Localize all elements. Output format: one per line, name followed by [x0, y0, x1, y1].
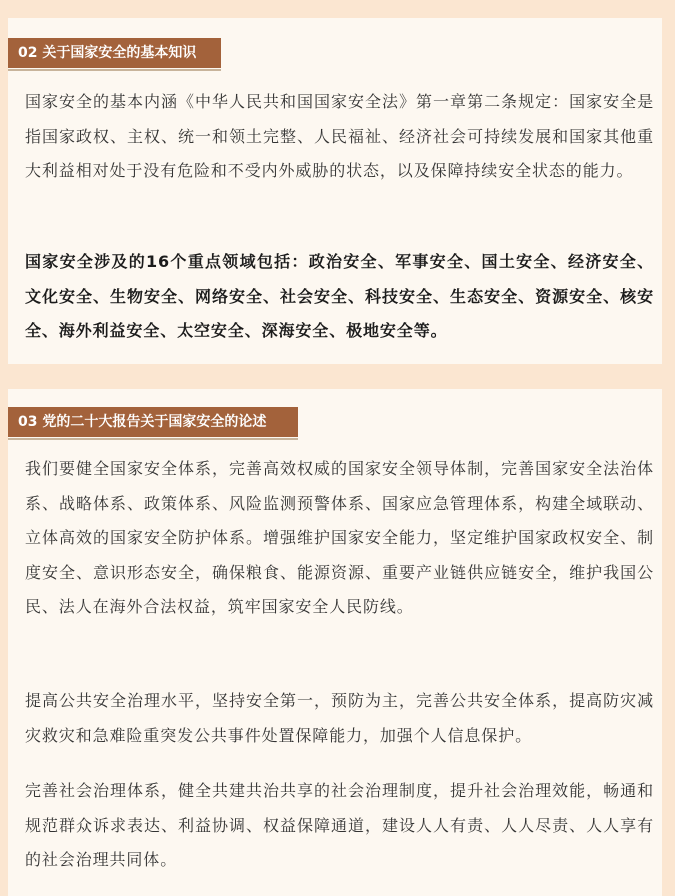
section-card-congress-report: [8, 389, 662, 896]
paragraph-key-domains: 国家安全涉及的16个重点领域包括：政治安全、军事安全、国土安全、经济安全、文化安全、生物安全、网络安全、社会安全、科技安全、生态安全、资源安全、核安全、海外利益安全、太空安全、深海安全、极地安全等。: [25, 252, 654, 340]
section-card-basic-knowledge: [8, 18, 662, 364]
paragraph-security-system: 我们要健全国家安全体系，完善高效权威的国家安全领导体制，完善国家安全法治体系、战略体系、政策体系、风险监测预警体系、国家应急管理体系，构建全域联动、立体高效的国家安全防护体系。增强维护国家安全能力，坚定维护国家政权安全、制度安全、意识形态安全，确保粮食、能源资源、重要产业链供应链安全，维护我国公民、法人在海外合法权益，筑牢国家安全人民防线。: [25, 459, 654, 616]
section-tag: 02 关于国家安全的基本知识: [8, 38, 221, 68]
paragraph-public-safety: 提高公共安全治理水平，坚持安全第一，预防为主，完善公共安全体系，提高防灾减灾救灾和急难险重突发公共事件处置保障能力，加强个人信息保护。: [25, 691, 654, 745]
paragraph-social-governance: 完善社会治理体系，健全共建共治共享的社会治理制度，提升社会治理效能，畅通和规范群众诉求表达、利益协调、权益保障通道，建设人人有责、人人尽责、人人享有的社会治理共同体。: [25, 781, 654, 869]
paragraph-definition: 国家安全的基本内涵《中华人民共和国国家安全法》第一章第二条规定：国家安全是指国家政权、主权、统一和领土完整、人民福祉、经济社会可持续发展和国家其他重大利益相对处于没有危险和不受内外威胁的状态，以及保障持续安全状态的能力。: [25, 92, 654, 180]
section-tag: 03 党的二十大报告关于国家安全的论述: [8, 407, 298, 437]
